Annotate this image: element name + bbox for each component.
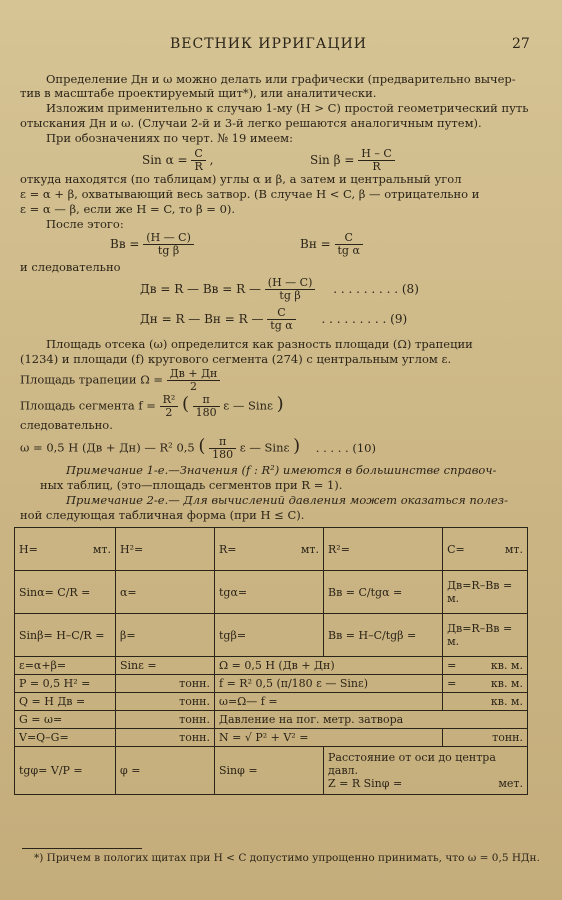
paragraph-2b: отыскания Дн и ω. (Случаи 2-й и 3-й легко решаются аналогичным путем).	[20, 116, 482, 130]
table-row: Sinβ= H–C/R = β= tgβ= Bв = H–C/tgβ = Дв=R–Bв = м.	[15, 614, 528, 657]
paragraph-5: После этого:	[46, 217, 124, 231]
paragraph-2: Изложим применительно к случаю 1-му (H > C) простой геометрический путь	[46, 101, 529, 115]
paragraph-4b: ε = α + β, охватывающий весь затвор. (В случае H < C, β — отрицательно и	[20, 187, 480, 201]
formula-9: Дн = R — Bн = R — $\frac{C}{\text{tg α}}$ . . . . . . . . . (9)	[140, 306, 408, 332]
table-row: H= мт. H²= R= мт. R²= C= мт.	[15, 528, 528, 571]
paragraph-7b: (1234) и площади (f) кругового сегмента (274) с центральным углом ε.	[20, 352, 452, 366]
table-row: ε=α+β= Sinε = Ω = 0,5 H (Дв + Дн) = кв. м.	[15, 657, 528, 675]
paragraph-3: При обозначениях по черт. № 19 имеем:	[46, 131, 293, 145]
table-row: V=Q–G= тонн. N = √ P² + V² = тонн.	[15, 729, 528, 747]
formula-bn: Bн = $\frac{C}{\text{tg α}}$	[300, 232, 363, 257]
formula-sin-alpha: Sin α = $\frac{C}{R}$ ,	[142, 147, 214, 173]
page-number: 27	[512, 36, 530, 52]
footnote: *) Причем в пологих щитах при H < C допустимо упрощенно принимать, что ω = 0,5 HДн.	[34, 852, 540, 864]
note-1: Примечание 1-е.—Значения (f : R²) имеются в большинстве справоч-	[66, 463, 497, 477]
table-row: P = 0,5 H² = тонн. f = R² 0,5 (π/180 ε — Sinε) = кв. м.	[15, 675, 528, 693]
paragraph-4: откуда находятся (по таблицам) углы α и β, а затем и центральный угол	[20, 172, 462, 186]
note-1b: ных таблиц, (это—площадь сегментов при R = 1).	[40, 478, 343, 492]
segment-area: Площадь сегмента f = $\frac{\text{R²}}{2}$ ( $\frac{\pi}{180}$ ε — Sinε )	[20, 393, 284, 419]
table-row: tgφ= V/P = φ = Sinφ = Расстояние от оси до центра давл. Z = R Sinφ = мет.	[15, 747, 528, 795]
table-row: Sinα= C/R = α= tgα= Bв = C/tgα = Дв=R–Bв = м.	[15, 571, 528, 614]
paragraph-6: и следовательно	[20, 260, 121, 274]
formula-bv: Bв = $\frac{(H — C)}{\text{tg β}}$	[110, 232, 194, 257]
formula-8: Дв = R — Bв = R — $\frac{(H — C)}{\text{tg β}}$ . . . . . . . . . (8)	[140, 276, 419, 302]
paragraph-1: Определение Дн и ω можно делать или графически (предварительно вычер-	[46, 72, 516, 86]
calculation-table	[14, 527, 528, 795]
paragraph-4c: ε = α — β, если же H = C, то β = 0).	[20, 202, 236, 216]
trapezoid-area: Площадь трапеции Ω = $\frac{Дв + Дн}{2}$	[20, 368, 220, 393]
table-row: G = ω= тонн. Давление на пог. метр. затвора	[15, 711, 528, 729]
paragraph-10: следовательно.	[20, 418, 113, 432]
paragraph-1b: тив в масштабе проектируемый щит*), или аналитически.	[20, 86, 377, 100]
formula-sin-beta: Sin β = $\frac{H - C}{R}$	[310, 148, 395, 173]
note-2b: ной следующая табличная форма (при H ≤ C).	[20, 508, 305, 522]
note-2: Примечание 2-е.— Для вычислений давления может оказаться полез-	[66, 493, 508, 507]
table-row: Q = H Дв = тонн. ω=Ω— f = кв. м.	[15, 693, 528, 711]
journal-title: ВЕСТНИК ИРРИГАЦИИ	[170, 36, 368, 52]
paragraph-7: Площадь отсека (ω) определится как разность площади (Ω) трапеции	[46, 337, 473, 351]
formula-10: ω = 0,5 H (Дв + Дн) — R² 0,5 ( $\frac{\pi}{180}$ ε — Sinε ) . . . . . (10)	[20, 435, 376, 461]
footnote-rule	[22, 848, 142, 849]
